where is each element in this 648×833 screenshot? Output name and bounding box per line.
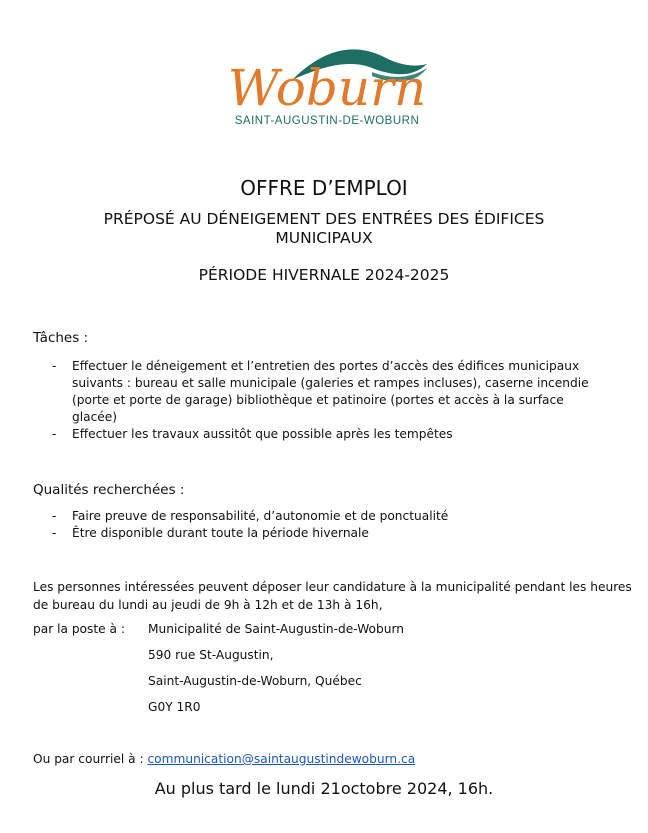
page-title: OFFRE D’EMPLOI (240, 176, 408, 200)
application-intro: Les personnes intéressées peuvent déposer leur candidature à la municipalité pendant les heures de bureau du lundi au jeudi de 9h à 12h et de 13h à 16h, (33, 580, 632, 612)
qualities-heading: Qualités recherchées : (33, 482, 185, 498)
tasks-list (52, 358, 612, 443)
qualities-list (52, 508, 612, 542)
address-line-1: Municipalité de Saint-Augustin-de-Woburn (148, 622, 404, 636)
logo-wordmark: Woburn (227, 59, 427, 117)
position-line-2: MUNICIPAUX (275, 229, 373, 247)
list-item: - Effectuer les travaux aussitôt que possible après les tempêtes (52, 426, 612, 443)
deadline: Au plus tard le lundi 21octobre 2024, 16h. (154, 779, 494, 798)
logo-subtitle: SAINT-AUGUSTIN-DE-WOBURN (234, 115, 420, 127)
address-line-2: 590 rue St-Augustin, (148, 648, 274, 662)
list-item: - Faire preuve de responsabilité, d’autonomie et de ponctualité (52, 508, 612, 525)
list-item: - Effectuer le déneigement et l’entretien des portes d’accès des édifices municipaux suivants : bureau et salle municipale (galeries et rampes incluses), caserne incendie (porte et porte de garage) bibliothèque et patinoire (portes et accès à la surface glacée) (52, 358, 612, 426)
email-link[interactable]: communication@saintaugustindewoburn.ca (147, 752, 416, 766)
tasks-heading: Tâches : (33, 330, 89, 346)
period-title: PÉRIODE HIVERNALE 2024-2025 (198, 266, 450, 284)
address-line-4: G0Y 1R0 (148, 700, 201, 714)
address-line-3: Saint-Augustin-de-Woburn, Québec (148, 674, 362, 688)
list-item: - Être disponible durant toute la période hivernale (52, 525, 612, 542)
woburn-logo (222, 38, 432, 132)
position-title (0, 210, 648, 248)
position-line-1: PRÉPOSÉ AU DÉNEIGEMENT DES ENTRÉES DES ÉDIFICES (103, 210, 545, 228)
mail-label: par la poste à : (33, 622, 125, 636)
email-row (33, 752, 415, 766)
email-label: Ou par courriel à : (33, 752, 144, 766)
